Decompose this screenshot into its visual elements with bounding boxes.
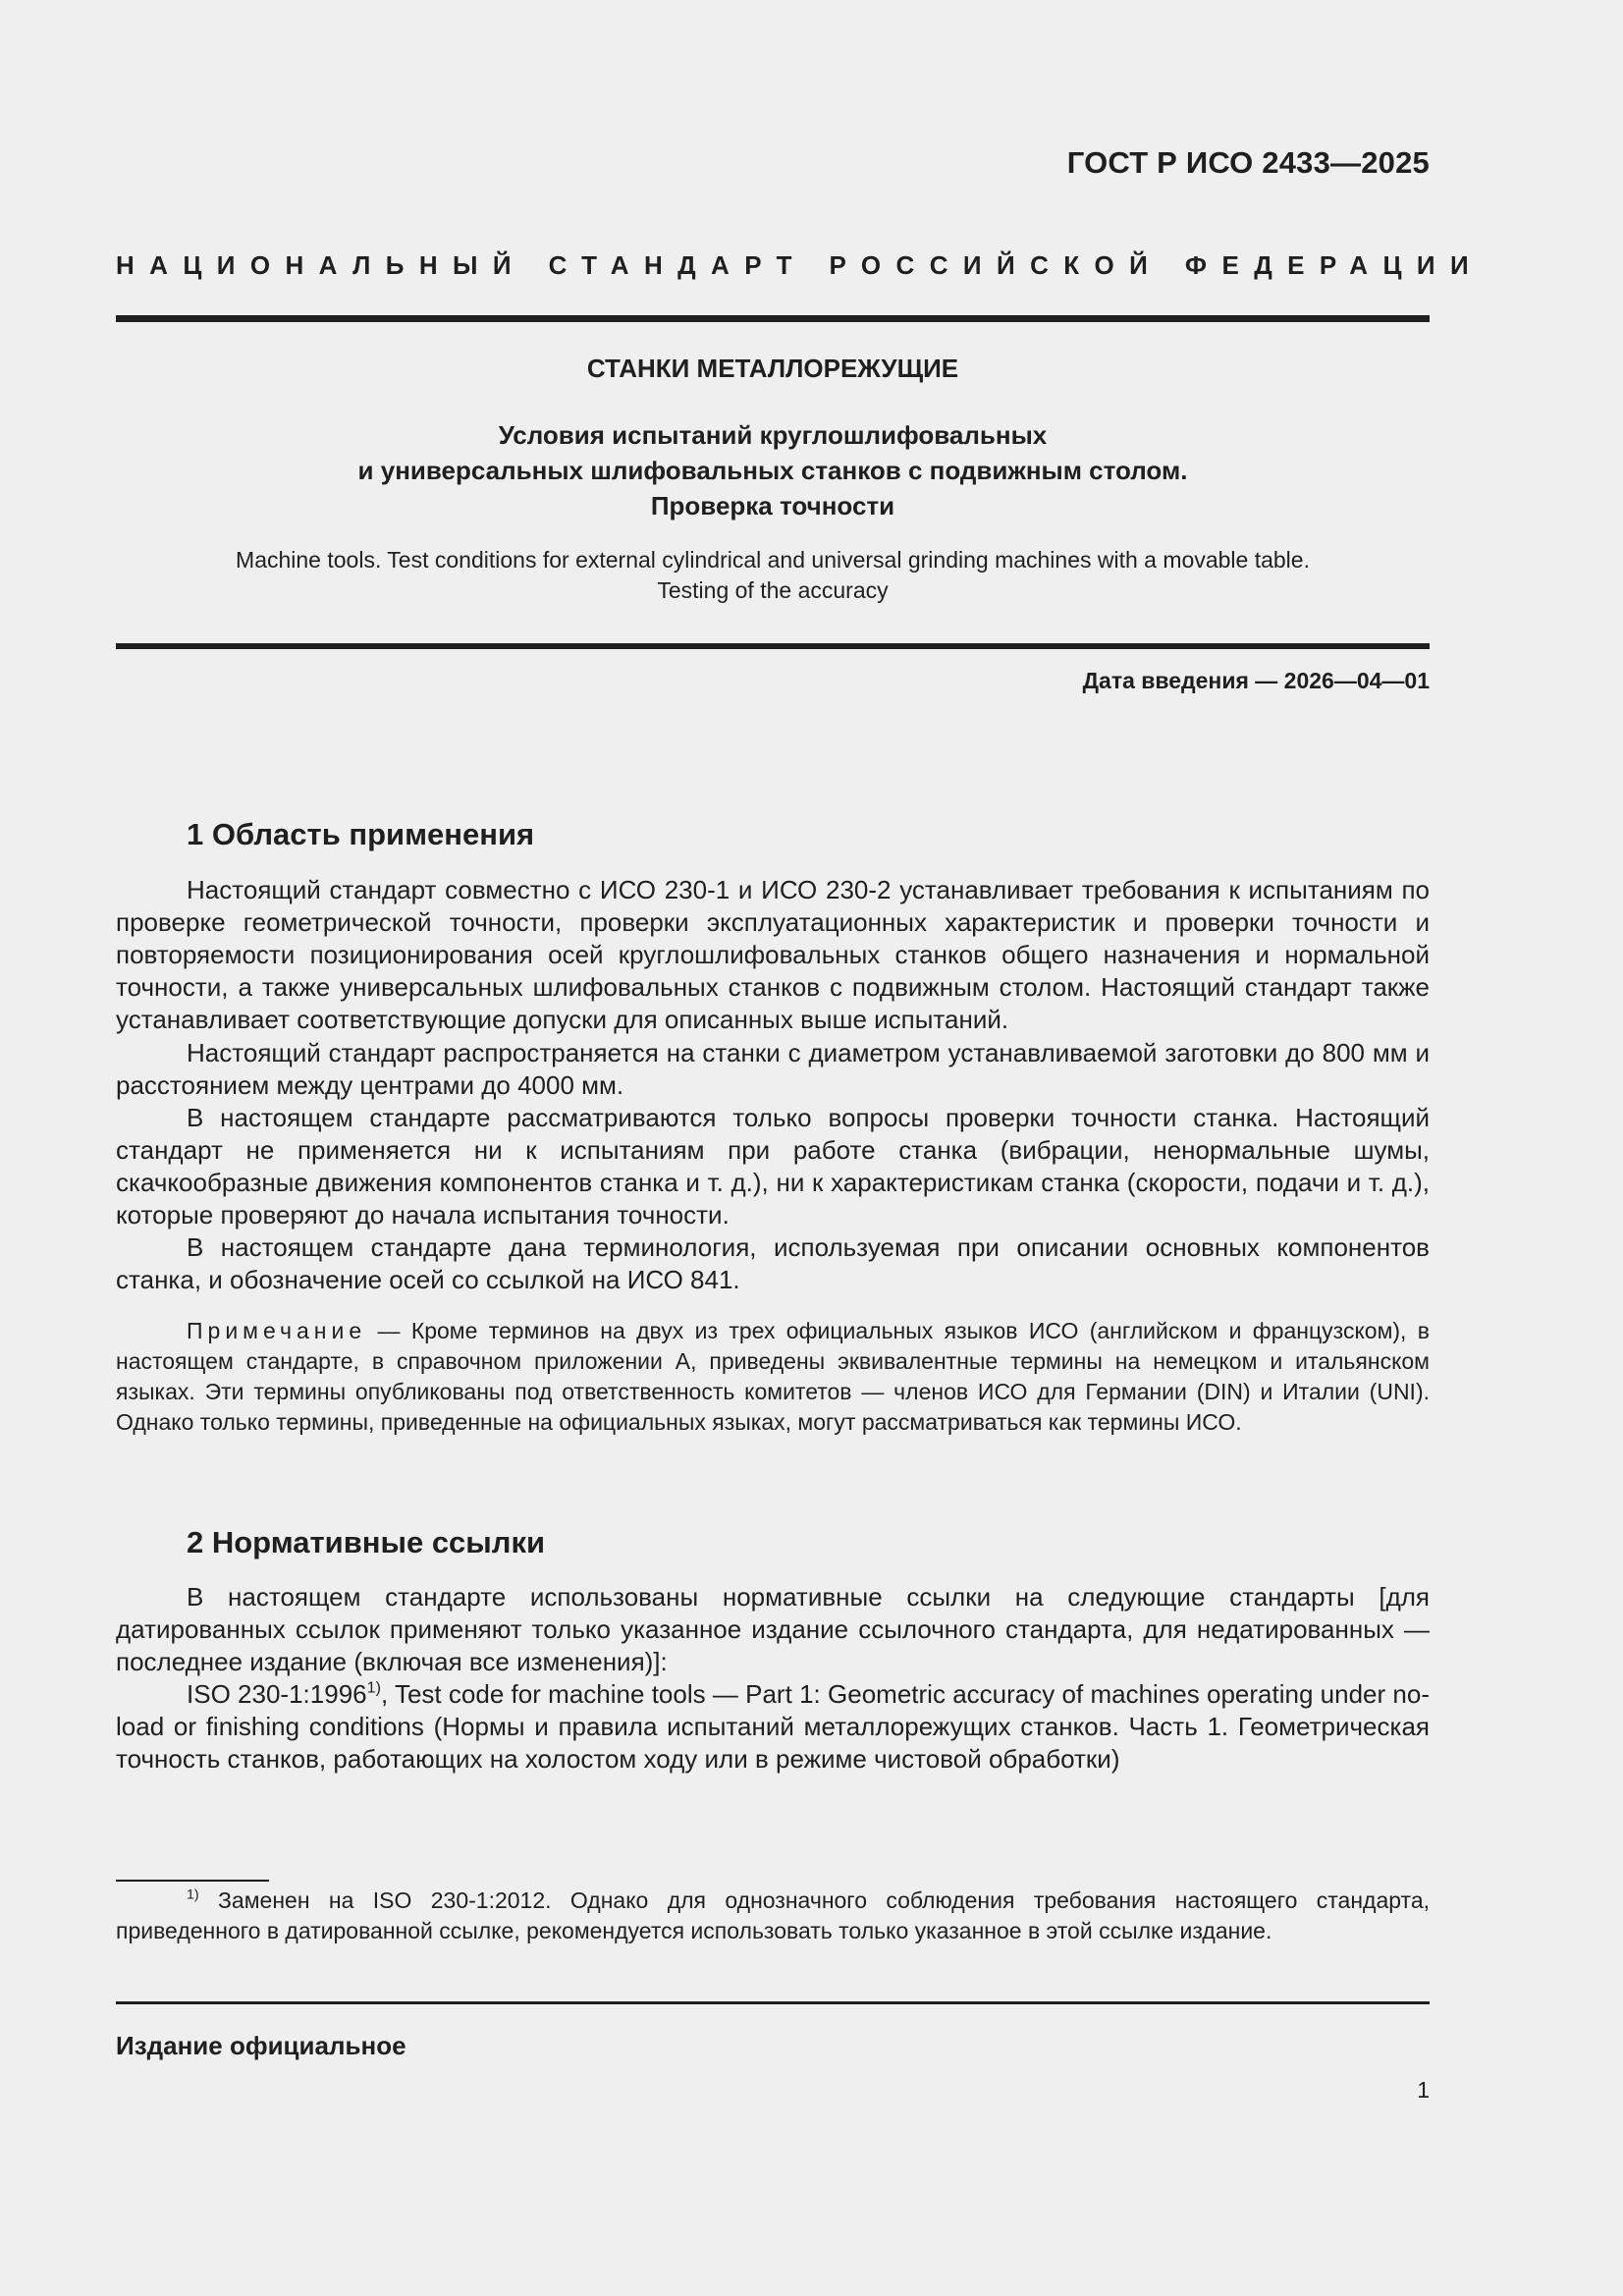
footnote-mark: 1) bbox=[187, 1886, 199, 1903]
scope-paragraph: В настоящем стандарте рассматриваются только вопросы проверки точности станка. Настоящий стандарт не применяется ни к испытаниям при работе станка (вибрации, ненормальные шумы, скачкообразные движения компонентов станка и т. д.), ни к характеристикам станка (скорости, подачи и т. д.), которые проверяют до начала испытания точности. bbox=[116, 1103, 1430, 1230]
footnote-text: Заменен на ISO 230-1:2012. Однако для однозначного соблюдения требования настоящего стандарта, приведенного в датированной ссылке, рекомендуется использовать только указанное в этой ссылке издание. bbox=[116, 1887, 1430, 1943]
national-standard-label: НАЦИОНАЛЬНЫЙ СТАНДАРТ РОССИЙСКОЙ ФЕДЕРАЦИИ bbox=[116, 250, 1485, 280]
subtitle-line: Проверка точности bbox=[650, 491, 895, 520]
footnote-marker[interactable]: 1) bbox=[366, 1678, 381, 1697]
introduction-date: Дата введения — 2026—04—01 bbox=[1082, 668, 1430, 693]
english-title-line: Testing of the accuracy bbox=[657, 577, 889, 603]
document-title: СТАНКИ МЕТАЛЛОРЕЖУЩИЕ bbox=[586, 354, 959, 383]
footnote-divider bbox=[116, 1880, 269, 1882]
subtitle-line: и универсальных шлифовальных станков с подвижным столом. bbox=[357, 456, 1188, 485]
note-text: — Кроме терминов на двух из трех официальных языков ИСО (английском и французском), в настоящем стандарте, в справочном приложении А, приведены эквивалентные термины на немецком и итальянском языках. Эти термины опубликованы под ответственность комитетов — членов ИСО для Германии (DIN) и Италии (UNI). Однако только термины, приведенные на официальных языках, могут рассматриваться как термины ИСО. bbox=[116, 1318, 1430, 1435]
reference-item bbox=[116, 1678, 1430, 1776]
document-subtitle bbox=[116, 417, 1430, 523]
reference-code: ISO 230-1:1996 bbox=[187, 1679, 367, 1709]
footnote bbox=[116, 1886, 1430, 1946]
scope-note bbox=[116, 1316, 1430, 1438]
scope-paragraph: Настоящий стандарт распространяется на станки с диаметром устанавливаемой заготовки до 800 мм и расстоянием между центрами до 4000 мм. bbox=[116, 1038, 1430, 1100]
scope-paragraph: Настоящий стандарт совместно с ИСО 230-1 и ИСО 230-2 устанавливает требования к испытаниям по проверке геометрической точности, проверки эксплуатационных характеристик и проверки точности и повторяемости позиционирования осей круглошлифовальных станков общего назначения и нормальной точности, а также универсальных шлифовальных станков с подвижным столом. Настоящий стандарт также устанавливает соответствующие допуски для описанных выше испытаний. bbox=[116, 875, 1430, 1034]
scope-paragraph: В настоящем стандарте дана терминология, используемая при описании основных компонентов станка, и обозначение осей со ссылкой на ИСО 841. bbox=[116, 1232, 1430, 1294]
document-page bbox=[116, 0, 1485, 2296]
english-title-line: Machine tools. Test conditions for external cylindrical and universal grinding machines with a movable table. bbox=[236, 547, 1310, 573]
page-number: 1 bbox=[1417, 2077, 1430, 2103]
reference-text: , Test code for machine tools — Part 1: Geometric accuracy of machines operating under no-load or finishing conditions (Нормы и правила испытаний металлорежущих станков. Часть 1. Геометрическая точность станков, работающих на холостом ходу или в режиме чистовой обработки) bbox=[116, 1679, 1430, 1774]
top-divider bbox=[116, 315, 1430, 322]
edition-label: Издание официальное bbox=[116, 2031, 406, 2060]
references-paragraph: В настоящем стандарте использованы нормативные ссылки на следующие стандарты [для датированных ссылок применяют только указанное издание ссылочного стандарта, для недатированных — последнее издание (включая все изменения)]: bbox=[116, 1582, 1430, 1676]
english-title bbox=[116, 545, 1430, 606]
footer-divider bbox=[116, 2001, 1430, 2004]
section-heading-normative-references: 2 Нормативные ссылки bbox=[187, 1525, 546, 1559]
document-code: ГОСТ Р ИСО 2433—2025 bbox=[1066, 145, 1430, 180]
section-heading-scope: 1 Область применения bbox=[187, 817, 535, 851]
title-divider bbox=[116, 643, 1430, 649]
note-label: Примечание bbox=[187, 1318, 367, 1343]
subtitle-line: Условия испытаний круглошлифовальных bbox=[498, 420, 1048, 450]
